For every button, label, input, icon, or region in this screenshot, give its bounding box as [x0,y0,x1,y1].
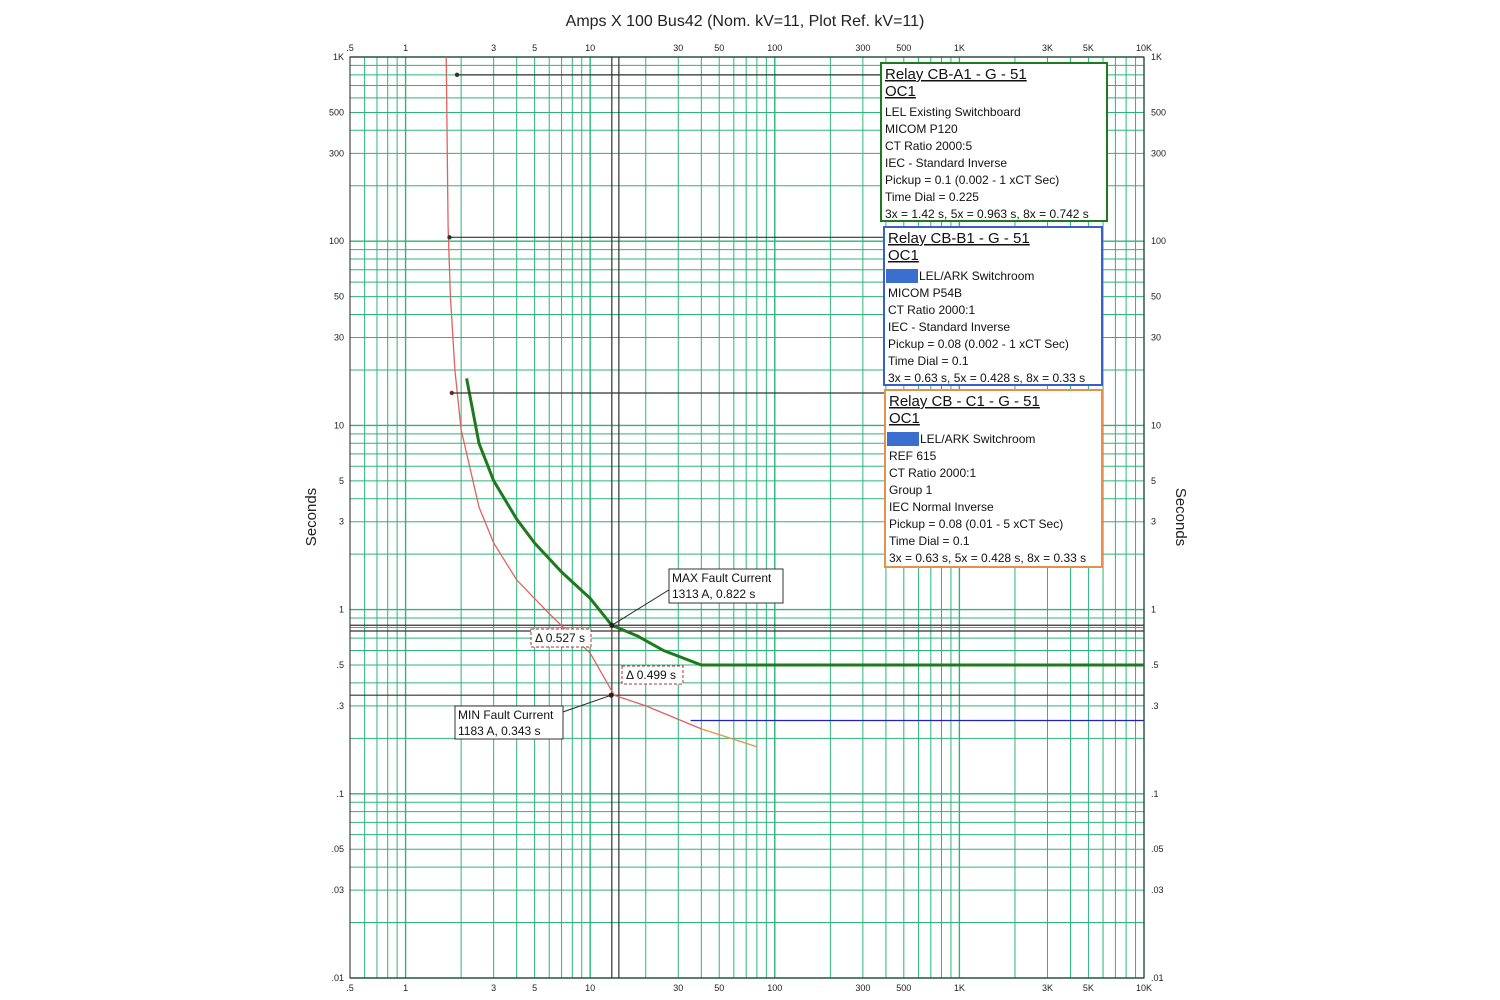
min-fault-label: MIN Fault Current [458,708,554,722]
x-tick-label-top: 30 [673,43,684,53]
x-tick-label-bottom: 30 [673,983,684,993]
y-tick-label-right: 3 [1151,516,1157,527]
x-tick-label-top: 50 [714,43,725,53]
legend-box-line: LEL Existing Switchboard [885,105,1021,119]
legend-leaders [450,75,885,393]
legend-box-line: LEL/ARK Switchroom [919,269,1035,283]
x-tick-label-top: 10K [1135,43,1153,53]
legend-box-line: Time Dial = 0.1 [888,354,969,368]
x-tick-label-top: 5K [1082,43,1094,53]
x-tick-label-bottom: 300 [855,983,871,993]
chart-title: Amps X 100 Bus42 (Nom. kV=11, Plot Ref. kV=11) [565,13,925,30]
x-tick-label-top: 3K [1041,43,1053,53]
y-tick-label-right: 50 [1151,291,1162,302]
legend-box-line: MICOM P54B [888,286,963,300]
y-tick-label-left: .5 [336,660,344,671]
legend-box-line: IEC - Standard Inverse [888,320,1011,334]
legend-box-line: 3x = 0.63 s, 5x = 0.428 s, 8x = 0.33 s [888,371,1086,385]
x-tick-label-bottom: .5 [346,983,354,993]
y-tick-label-right: 1 [1151,604,1157,615]
series-curve-1 [701,729,757,747]
min-fault-callout [455,695,611,739]
x-tick-label-bottom: 500 [896,983,912,993]
legend-box-line: 3x = 1.42 s, 5x = 0.963 s, 8x = 0.742 s [885,207,1089,221]
legend-box-line: IEC - Standard Inverse [885,156,1008,170]
legend-box-line: Time Dial = 0.225 [885,190,979,204]
y-tick-label-right: 300 [1151,148,1167,159]
legend-box-line: 3x = 0.63 s, 5x = 0.428 s, 8x = 0.33 s [889,551,1087,565]
x-tick-label-bottom: 50 [714,983,725,993]
y-tick-label-left: .1 [336,788,344,799]
x-tick-label-bottom: 10 [585,983,596,993]
max-fault-value: 1313 A, 0.822 s [672,587,756,601]
legend-box-title: Relay CB-B1 - G - 51 [888,230,1030,247]
legend-box-line: Time Dial = 0.1 [889,534,970,548]
legend-box-title: Relay CB - C1 - G - 51 [889,393,1040,410]
x-tick-label-bottom: 1K [953,983,965,993]
y-tick-label-right: .5 [1151,660,1159,671]
y-tick-label-left: 3 [338,516,344,527]
legend-box-subtitle: OC1 [889,410,920,427]
max-fault-label: MAX Fault Current [672,571,772,585]
legend-box-line: CT Ratio 2000:1 [889,466,977,480]
legend-box-line: Pickup = 0.1 (0.002 - 1 xCT Sec) [885,173,1060,187]
y-tick-label-left: .03 [331,885,344,896]
y-tick-label-left: 10 [333,420,344,431]
legend-box-line: Pickup = 0.08 (0.01 - 5 xCT Sec) [889,517,1064,531]
y-tick-label-right: .3 [1151,700,1159,711]
y-tick-label-right: 10 [1151,420,1162,431]
legend-box-line: IEC Normal Inverse [889,500,994,514]
legend-box-line: LEL/ARK Switchroom [920,432,1036,446]
legend-color-swatch [887,432,919,446]
legend-box-line: Pickup = 0.08 (0.002 - 1 xCT Sec) [888,337,1069,351]
x-tick-label-top: 1K [953,43,965,53]
x-tick-label-bottom: 1 [403,983,409,993]
y-tick-label-left: 300 [328,148,344,159]
y-tick-label-left: .01 [331,973,344,983]
y-tick-label-right: 5 [1151,475,1157,486]
x-tick-label-top: 500 [896,43,912,53]
y-axis-label-right: Seconds [1172,487,1189,547]
y-tick-label-left: 30 [333,332,344,343]
y-tick-label-left: 50 [333,291,344,302]
delta-2-text: Δ 0.499 s [626,668,677,682]
legend-box-subtitle: OC1 [885,83,916,100]
y-tick-label-right: .1 [1151,788,1159,799]
legend-box-title: Relay CB-A1 - G - 51 [885,66,1027,83]
legend-box-relay-c1 [885,390,1102,567]
legend-box-relay-a1 [881,63,1107,221]
x-tick-label-top: 300 [855,43,871,53]
legend-box-relay-b1 [884,227,1102,385]
y-tick-label-left: 1 [338,604,344,615]
y-tick-label-right: .01 [1151,973,1164,983]
y-tick-label-left: 1K [332,52,344,62]
y-tick-label-right: 1K [1151,52,1163,62]
legend-box-line: Group 1 [889,483,933,497]
y-tick-label-right: 100 [1151,236,1167,247]
x-tick-label-top: 1 [403,43,409,53]
legend-boxes [881,63,1107,567]
legend-box-subtitle: OC1 [888,247,919,264]
y-tick-label-left: 100 [328,236,344,247]
y-tick-label-right: 500 [1151,107,1167,118]
x-tick-label-bottom: 5K [1082,983,1094,993]
y-axis-label-left: Seconds [303,487,320,547]
legend-box-line: REF 615 [889,449,937,463]
y-tick-label-right: 30 [1151,332,1162,343]
min-fault-pointer [560,695,611,713]
x-tick-label-top: 10 [585,43,596,53]
max-fault-pointer [612,588,672,625]
x-tick-label-top: 5 [532,43,538,53]
y-tick-label-left: 500 [328,107,344,118]
min-fault-value: 1183 A, 0.343 s [458,724,541,738]
legend-box-line: MICOM P120 [885,122,958,136]
y-tick-label-left: .3 [336,700,344,711]
delta-1-text: Δ 0.527 s [535,631,586,645]
delta-2-callout [622,666,683,684]
delta-1-callout [531,629,591,647]
legend-box-line: CT Ratio 2000:1 [888,303,976,317]
x-tick-label-bottom: 10K [1135,983,1153,993]
y-tick-label-left: 5 [338,475,344,486]
x-tick-label-bottom: 5 [532,983,538,993]
legend-color-swatch [886,269,918,283]
y-tick-label-right: .03 [1151,885,1164,896]
x-tick-label-bottom: 3K [1041,983,1053,993]
x-tick-label-top: 3 [491,43,497,53]
y-tick-label-right: .05 [1151,844,1164,855]
x-tick-label-bottom: 100 [767,983,783,993]
x-tick-label-bottom: 3 [491,983,497,993]
x-tick-label-top: .5 [346,43,354,53]
legend-box-line: CT Ratio 2000:5 [885,139,973,153]
y-tick-label-left: .05 [331,844,344,855]
x-tick-label-top: 100 [767,43,783,53]
